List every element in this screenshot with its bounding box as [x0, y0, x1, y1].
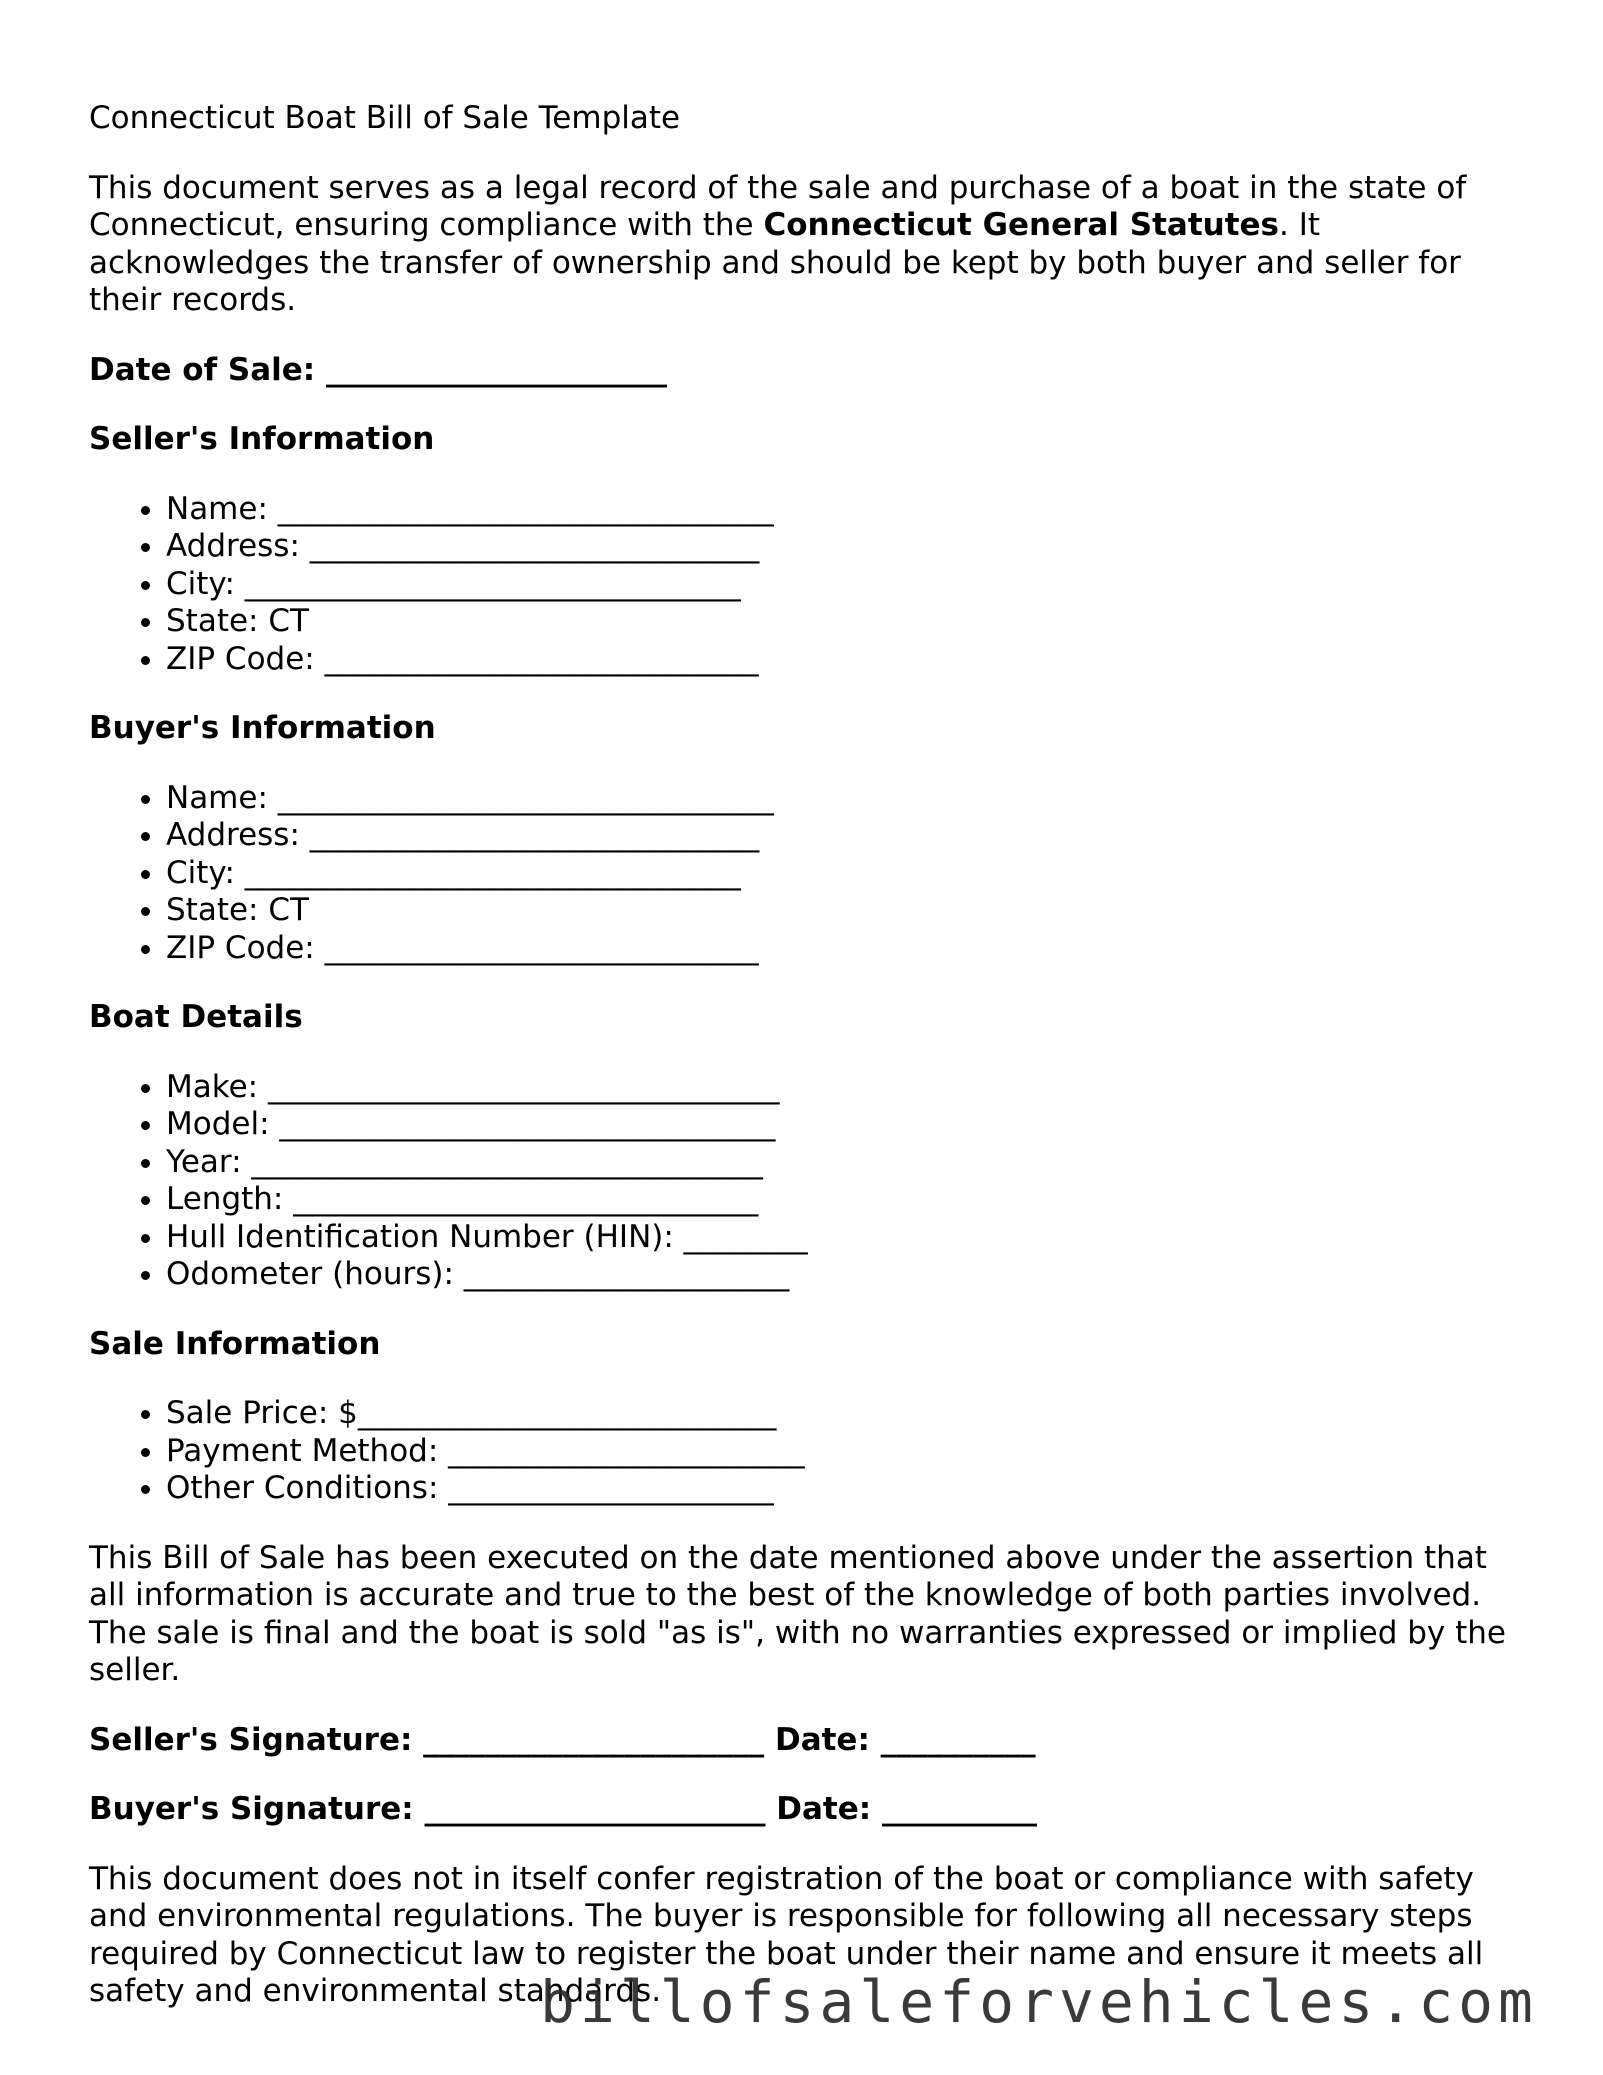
buyer-name-field[interactable]: • Name: ________________________________ [166, 780, 1519, 818]
boat-make-field[interactable]: • Make: _________________________________ [166, 1069, 1519, 1107]
seller-state-field: • State: CT [166, 603, 1519, 641]
payment-method-field[interactable]: • Payment Method: _______________________ [166, 1433, 1519, 1471]
boat-length-field[interactable]: • Length: ______________________________ [166, 1181, 1519, 1219]
disclaimer-paragraph: This document does not in itself confer registration of the boat or compliance with safety and environmental regulations. The buyer is responsible for following all necessary steps required by Connecticut law to register the boat under their name and ensure it meets all safety and environmental standards. [89, 1860, 1484, 2009]
other-conditions-field[interactable]: • Other Conditions: _____________________ [166, 1470, 1519, 1508]
seller-section-heading: Seller's Information [89, 421, 435, 457]
buyer-address-field[interactable]: • Address: _____________________________ [166, 817, 1519, 855]
seller-zip-field[interactable]: • ZIP Code: ____________________________ [166, 641, 1519, 679]
seller-field-list [89, 491, 1519, 679]
document-title: Connecticut Boat Bill of Sale Template [89, 100, 681, 136]
intro-text-start: This document serves as a legal record of the sale and purchase of a boat in the state of Connecticut, ensuring compliance with the [89, 169, 1467, 243]
seller-city-field[interactable]: • City: ________________________________ [166, 566, 1519, 604]
boat-model-field[interactable]: • Model: ________________________________ [166, 1106, 1519, 1144]
seller-name-field[interactable]: • Name: ________________________________ [166, 491, 1519, 529]
statutes-reference: Connecticut General Statutes [763, 207, 1280, 243]
buyer-section-heading: Buyer's Information [89, 710, 436, 746]
intro-paragraph [89, 170, 1519, 320]
buyer-city-field[interactable]: • City: ________________________________ [166, 855, 1519, 893]
boat-section-heading: Boat Details [89, 999, 303, 1035]
boat-field-list [89, 1069, 1519, 1294]
buyer-state-field: • State: CT [166, 892, 1519, 930]
boat-odometer-field[interactable]: • Odometer (hours): _____________________ [166, 1256, 1519, 1294]
sale-price-field[interactable]: • Sale Price: $___________________________ [166, 1395, 1519, 1433]
boat-year-field[interactable]: • Year: _________________________________ [166, 1144, 1519, 1182]
seller-address-field[interactable]: • Address: _____________________________ [166, 528, 1519, 566]
execution-paragraph: This Bill of Sale has been executed on the date mentioned above under the assertion that all information is accurate and true to the best of the knowledge of both parties involved. The sale is final and the boat is sold "as is", with no warranties expressed or implied by the seller. [89, 1539, 1506, 1688]
buyer-signature-line[interactable]: Buyer's Signature: ______________________ Date: __________ [89, 1791, 1037, 1827]
boat-hin-field[interactable]: • Hull Identification Number (HIN): ________ [166, 1219, 1519, 1257]
buyer-zip-field[interactable]: • ZIP Code: ____________________________ [166, 930, 1519, 968]
buyer-field-list [89, 780, 1519, 968]
date-of-sale-field[interactable]: Date of Sale: ______________________ [89, 351, 667, 388]
sale-field-list [89, 1395, 1519, 1508]
document-page [89, 100, 1519, 2043]
intro-text-end: . It acknowledges the transfer of ownership and should be kept by both buyer and seller for their records. [89, 207, 1461, 318]
sale-section-heading: Sale Information [89, 1325, 381, 1362]
seller-signature-line[interactable]: Seller's Signature: ______________________ Date: __________ [89, 1721, 1036, 1758]
site-watermark: billofsaleforvehicles.com [540, 1968, 1538, 2036]
